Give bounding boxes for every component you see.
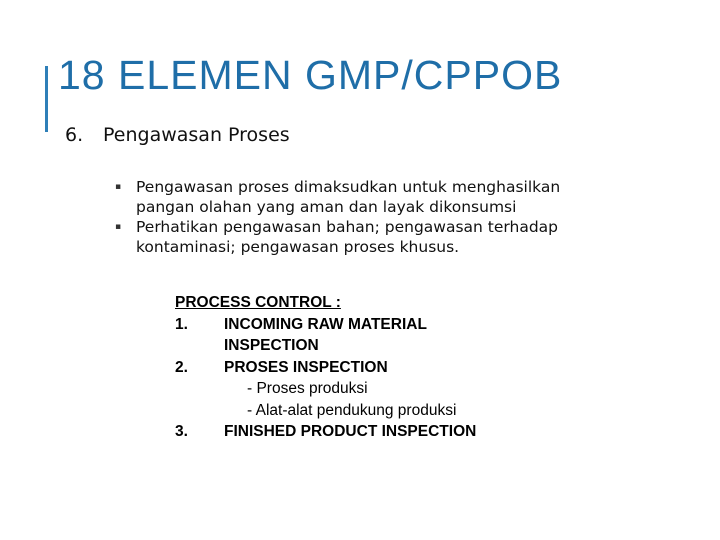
item-number: 3.	[175, 423, 188, 440]
bullet-text: Pengawasan proses dimaksudkan untuk menghasilkan pangan olahan yang aman dan layak dikonsumsi	[136, 178, 561, 216]
bullet-list	[115, 177, 615, 257]
section-title: Pengawasan Proses	[103, 124, 290, 146]
item-sub-point: - Proses produksi	[247, 380, 368, 397]
process-control-heading: PROCESS CONTROL :	[175, 294, 341, 311]
item-label: PROSES INSPECTION	[224, 358, 388, 376]
bullet-item	[115, 177, 615, 217]
process-control-item	[175, 314, 476, 336]
item-label-continued: INSPECTION	[224, 337, 319, 354]
process-control-item-continuation	[175, 335, 476, 357]
section-heading	[65, 124, 290, 146]
item-number: 1.	[175, 315, 188, 333]
item-sub-point: - Alat-alat pendukung produksi	[247, 401, 457, 419]
bullet-item	[115, 217, 615, 257]
item-number: 2.	[175, 358, 188, 376]
section-number: 6.	[65, 124, 84, 146]
title-accent-bar	[45, 66, 48, 132]
slide-title: 18 ELEMEN GMP/CPPOB	[58, 52, 563, 98]
process-control-item	[175, 357, 476, 379]
process-control-item	[175, 421, 476, 443]
item-label: FINISHED PRODUCT INSPECTION	[224, 423, 477, 440]
bullet-dot-icon: ▪	[115, 182, 122, 192]
item-label: INCOMING RAW MATERIAL	[224, 315, 427, 333]
bullet-dot-icon: ▪	[115, 222, 122, 232]
process-control-block	[175, 292, 476, 443]
bullet-text: Perhatikan pengawasan bahan; pengawasan terhadap kontaminasi; pengawasan proses khusus.	[136, 218, 559, 256]
